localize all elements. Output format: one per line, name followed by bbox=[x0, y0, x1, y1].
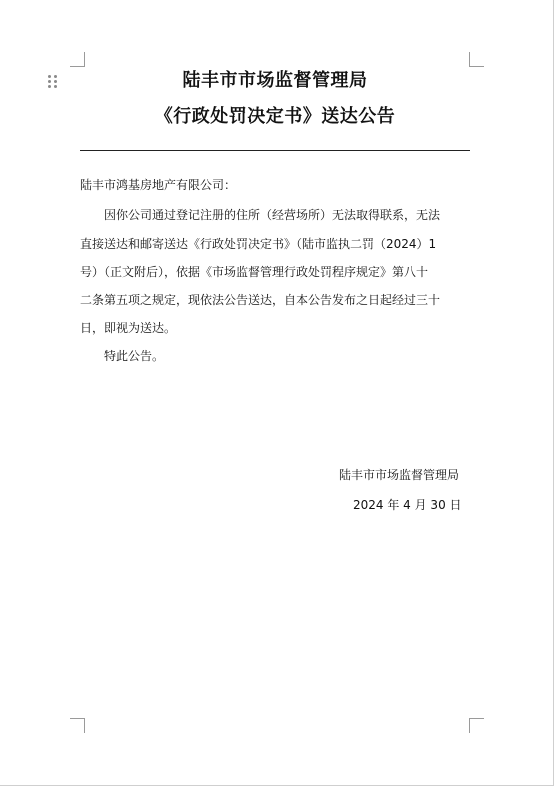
body-line: 号）（正文附后），依据《市场监督管理行政处罚程序规定》第八十 bbox=[80, 265, 429, 279]
issuing-authority: 陆丰市市场监督管理局 bbox=[339, 468, 460, 482]
document-title-line1: 陆丰市市场监督管理局 bbox=[182, 70, 368, 91]
closing-remark: 特此公告。 bbox=[104, 349, 165, 363]
drag-handle-icon[interactable] bbox=[48, 75, 58, 91]
body-line: 直接送达和邮寄送达《行政处罚决定书》（陆市监执二罚（2024）1 bbox=[80, 237, 437, 251]
addressee: 陆丰市鸿基房地产有限公司： bbox=[80, 178, 237, 192]
body-line: 二条第五项之规定，现依法公告送达，自本公告发布之日起经过三十 bbox=[80, 293, 441, 307]
margin-corner-top-right bbox=[469, 52, 484, 67]
body-line: 日，即视为送达。 bbox=[80, 321, 177, 335]
margin-corner-bottom-left bbox=[70, 718, 85, 733]
margin-corner-top-left bbox=[70, 52, 85, 67]
body-line: 因你公司通过登记注册的住所（经营场所）无法取得联系，无法 bbox=[104, 208, 441, 222]
title-divider bbox=[80, 150, 470, 151]
margin-corner-bottom-right bbox=[469, 718, 484, 733]
issue-date: 2024 年 4 月 30 日 bbox=[353, 498, 462, 512]
document-title-line2: 《行政处罚决定书》送达公告 bbox=[154, 106, 396, 127]
